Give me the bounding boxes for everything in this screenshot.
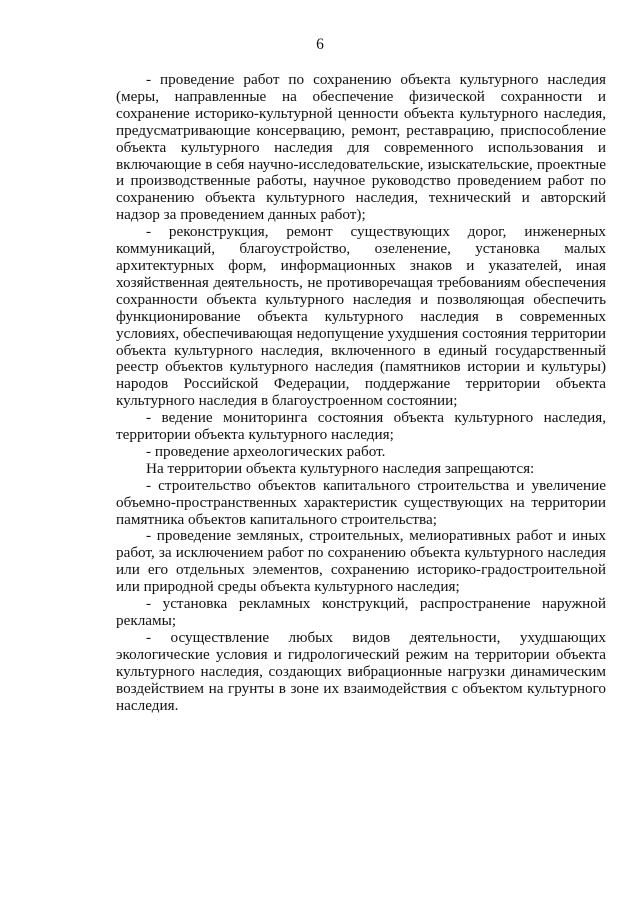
paragraph-conservation-works: - проведение работ по сохранению объекта культурного наследия (меры, направленные на обеспечение физической сохранности и сохранение историко-культурной ценности объекта культурного наследия, предусматривающие консервацию, ремонт, реставрацию, приспособление объекта культурного наследия для современного использования и включающие в себя научно-исследовательские, изыскательские, проектные и производственные работы, научное руководство проведением работ по сохранению объекта культурного наследия, технический и авторский надзор за проведением данных работ); [116,71,606,224]
paragraph-prohibited-heading: На территории объекта культурного наследия запрещаются: [146,459,535,477]
page-number: 6 [316,36,324,53]
document-body [116,72,606,714]
paragraph-advertising: - установка рекламных конструкций, распространение наружной рекламы; [116,595,606,629]
paragraph-earthworks: - проведение земляных, строительных, мелиоративных работ и иных работ, за исключением работ по сохранению объекта культурного наследия или его отдельных элементов, сохранению историко-градостроительной или природной среды объекта культурного наследия; [116,527,606,596]
paragraph-archaeology: - проведение археологических работ. [146,442,386,460]
paragraph-ecological-harm: - осуществление любых видов деятельности, ухудшающих экологические условия и гидрологический режим на территории объекта культурного наследия, создающих вибрационные нагрузки динамическим воздействием на грунты в зоне их взаимодействия с объектом культурного наследия. [116,628,606,714]
paragraph-capital-construction: - строительство объектов капитального строительства и увеличение объемно-пространственных характеристик существующих на территории памятника объектов капитального строительства; [116,476,606,528]
paragraph-monitoring: - ведение мониторинга состояния объекта культурного наследия, территории объекта культурного наследия; [116,409,606,444]
paragraph-reconstruction: - реконструкция, ремонт существующих дорог, инженерных коммуникаций, благоустройство, озеленение, установка малых архитектурных форм, информационных знаков и указателей, иная хозяйственная деятельность, не противоречащая требованиям обеспечения сохранности объекта культурного наследия и позволяющая обеспечить функционирование объекта культурного наследия в современных условиях, обеспечивающая недопущение ухудшения состояния территории объекта культурного наследия, включенного в единый государственный реестр объектов культурного наследия (памятников истории и культуры) народов Российской Федерации, поддержание территории объекта культурного наследия в благоустроенном состоянии; [116,223,606,410]
